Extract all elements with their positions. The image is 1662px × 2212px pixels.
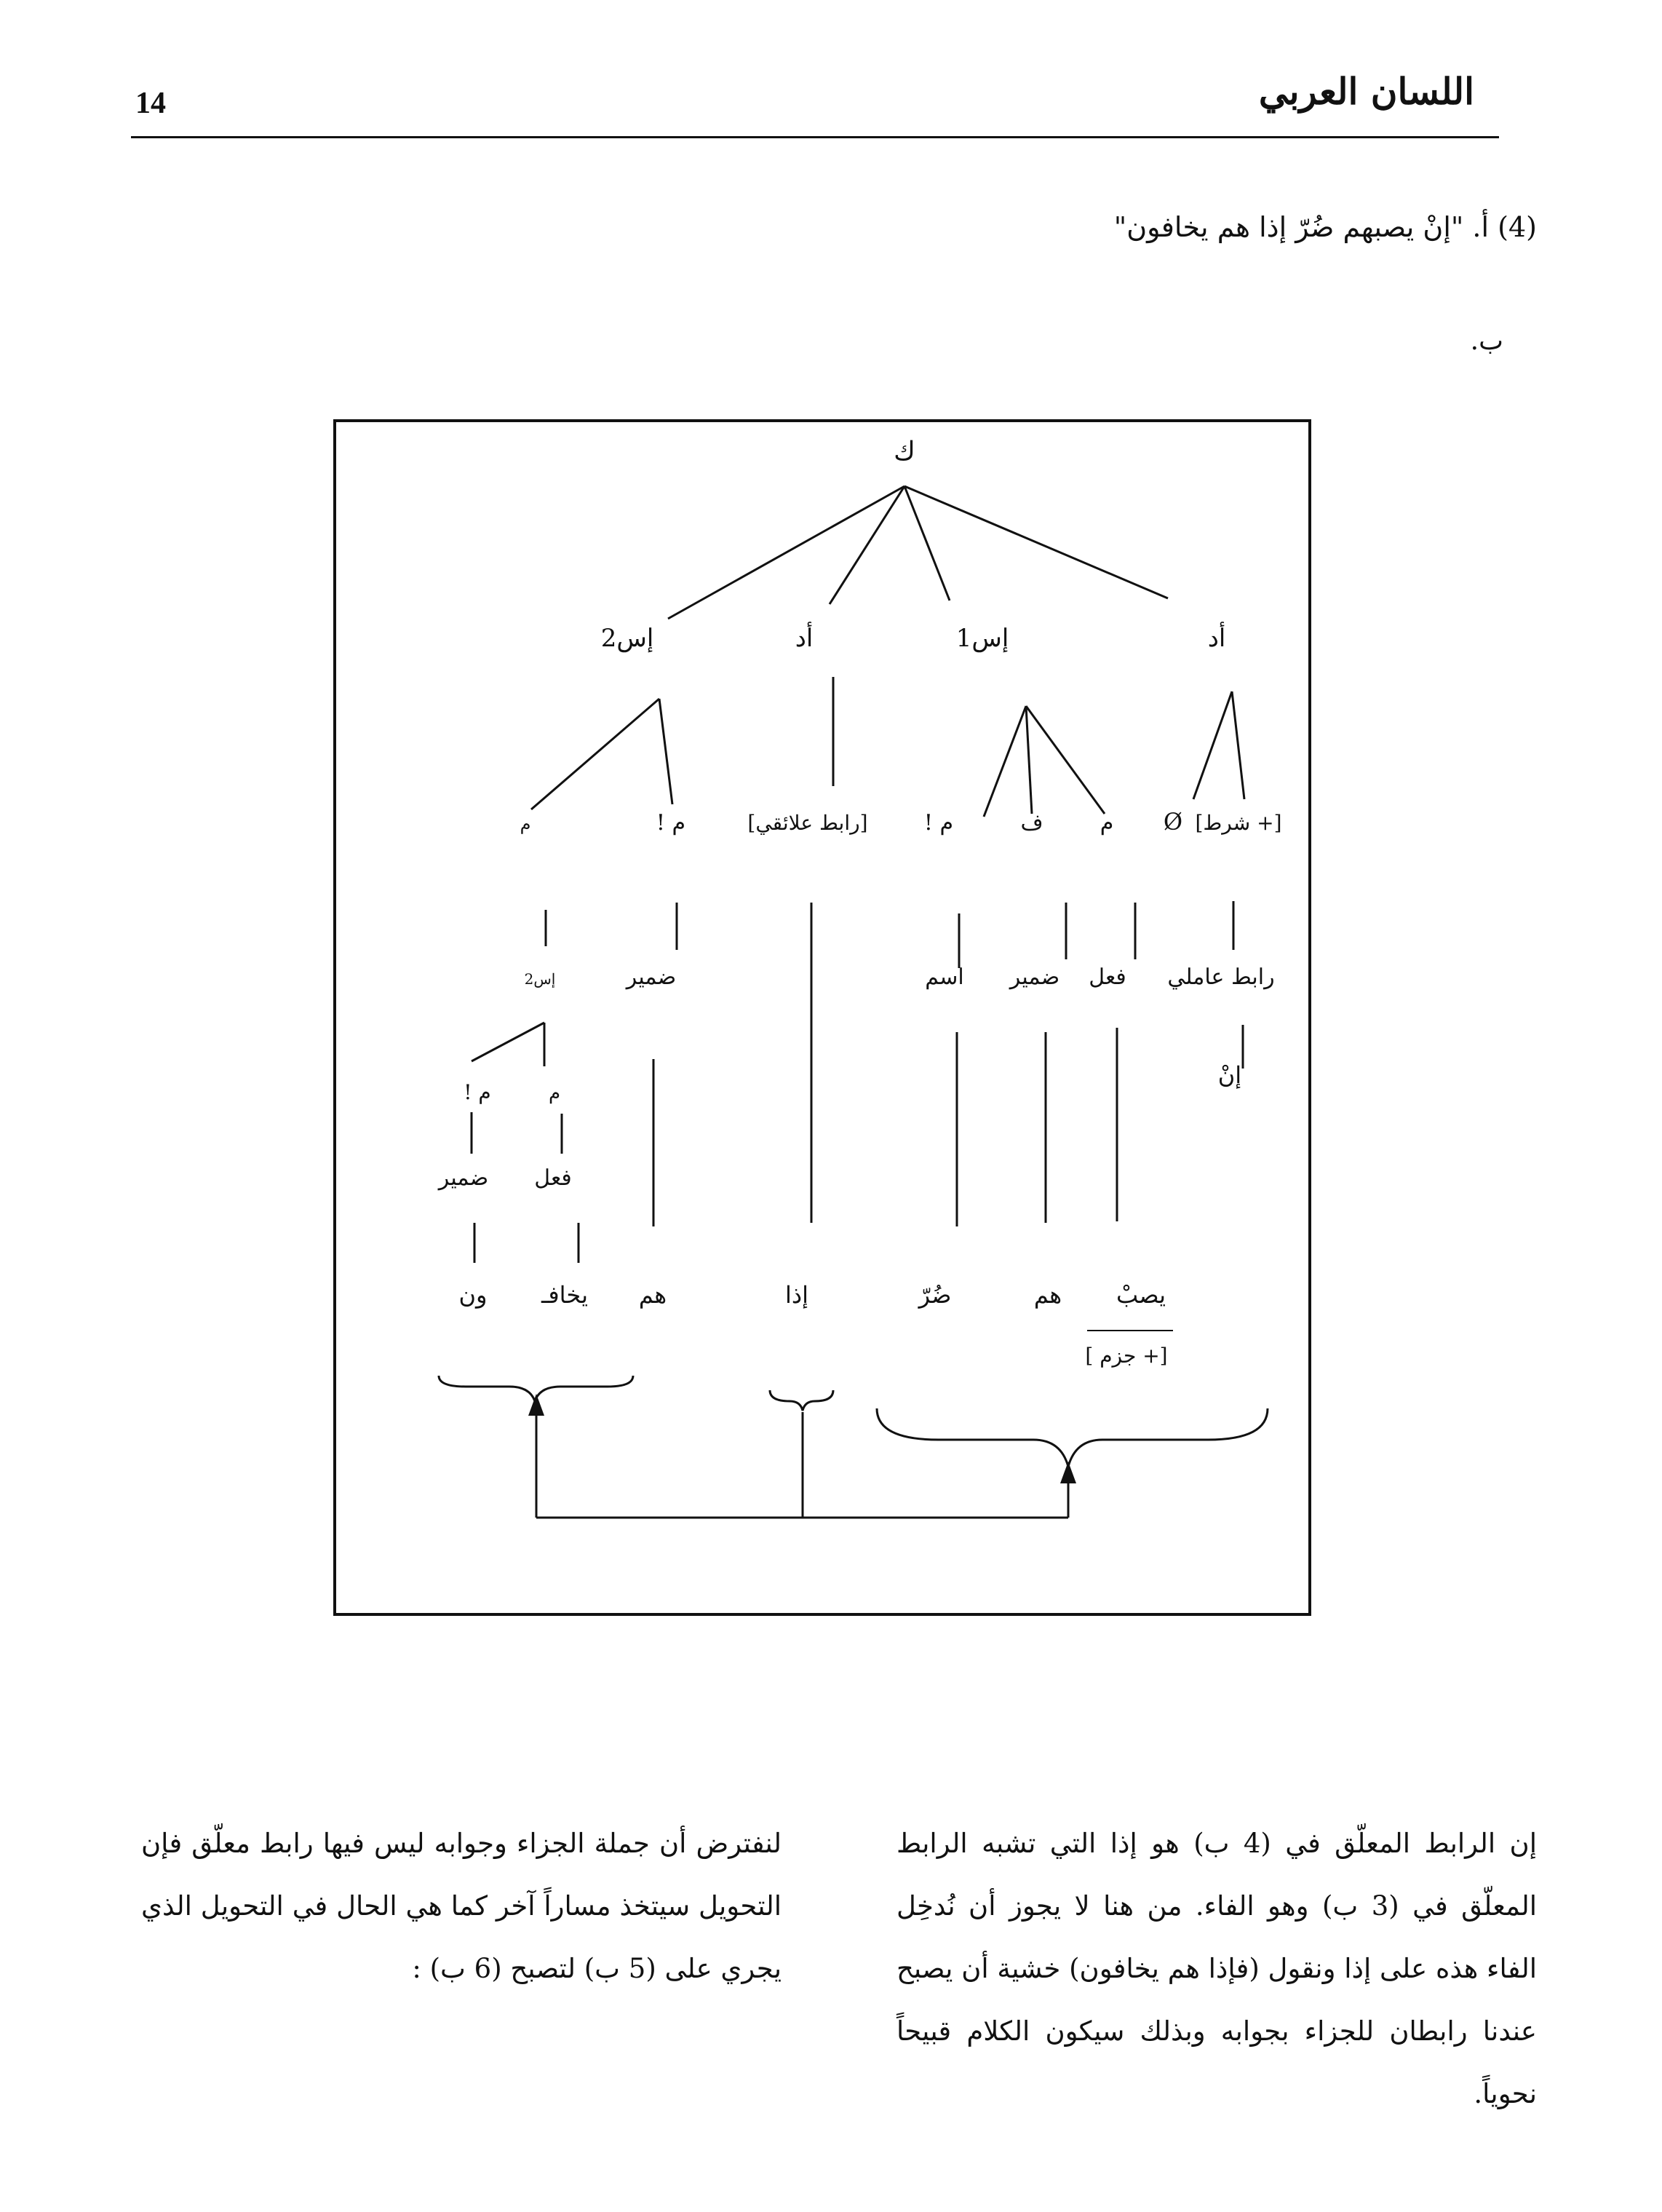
node-rabit-amili: رابط عاملي <box>1167 964 1275 990</box>
brace-group <box>439 1376 1268 1467</box>
word-durr: ضُرّ <box>918 1281 952 1309</box>
node-null: Ø <box>1163 808 1183 836</box>
node-fiel2: فعل <box>534 1165 572 1191</box>
journal-title: اللسان العربي <box>1258 70 1474 113</box>
word-hum2: هم <box>638 1281 667 1309</box>
node-damir1: ضمير <box>1009 964 1060 990</box>
node-damir3: ضمير <box>438 1165 489 1191</box>
arrow-right <box>1060 1462 1076 1483</box>
node-ad-mid: أد <box>795 624 814 653</box>
node-m-excl2: م ! <box>656 810 686 836</box>
paragraph-left: لنفترض أن جملة الجزاء وجوابه ليس فيها رابط معلّق فإن التحويل سيتخذ مساراً آخر كما هي الحال في التحويل الذي يجري على (5 ب) لتصبح (6 ب) : <box>141 1828 782 1984</box>
node-f1: ف <box>1020 810 1043 836</box>
node-fiel1: فعل <box>1089 964 1126 990</box>
jazm-label: [+ جزم ] <box>1085 1344 1168 1368</box>
node-m1: م <box>1100 810 1114 836</box>
node-is1: إس1 <box>955 624 1009 653</box>
node-damir2: ضمير <box>626 964 677 990</box>
level3-branches <box>472 1023 1243 1226</box>
level2-branches <box>546 901 1233 1223</box>
body-column-left <box>141 1812 782 2000</box>
node-m2: م <box>520 814 531 834</box>
node-m-excl1: م ! <box>923 810 954 836</box>
node-ism: اسم <box>925 964 964 990</box>
page-number: 14 <box>135 87 166 120</box>
level5-branches <box>474 1223 578 1263</box>
example-sentence: (4) أ. "إنْ يصبهم ضُرّ إذا هم يخافون" <box>1113 211 1537 243</box>
level4-branches <box>472 1112 562 1154</box>
level1-branches <box>531 677 1244 817</box>
node-is2: إس2 <box>600 624 654 653</box>
node-is2-small: إس2 <box>524 970 556 988</box>
node-in: إنْ <box>1217 1061 1242 1089</box>
node-root: ك <box>894 437 915 467</box>
paragraph-right: إن الرابط المعلّق في (4 ب) هو إذا التي تشبه الرابط المعلّق في (3 ب) وهو الفاء. من هنا لا يجوز أن نُدخِل الفاء هذه على إذا ونقول (فإذا هم يخافون) خشية أن يصبح عندنا رابطان للجزاء بجوابه وبذلك سيكون الكلام قبيحاً نحوياً. <box>896 1828 1538 2109</box>
word-un: ون <box>458 1281 488 1309</box>
connector-lines <box>536 1412 1068 1518</box>
body-column-right <box>896 1812 1537 2125</box>
node-rabit: [رابط علائقي] <box>747 811 868 835</box>
word-yusib: يصبْ <box>1116 1281 1166 1309</box>
figure-frame <box>335 421 1310 1614</box>
node-shart: [+ شرط] <box>1195 811 1282 835</box>
word-yakhaf: يخافـ <box>541 1281 588 1309</box>
arrow-left <box>528 1394 544 1416</box>
node-ad-right: أد <box>1207 624 1226 653</box>
root-branches <box>668 486 1168 619</box>
node-m3: م <box>548 1082 561 1104</box>
example-sub-label: ب. <box>1470 326 1503 356</box>
word-hum1: هم <box>1033 1281 1062 1309</box>
node-m-excl3: م ! <box>464 1080 491 1104</box>
word-idha: إذا <box>784 1281 809 1309</box>
